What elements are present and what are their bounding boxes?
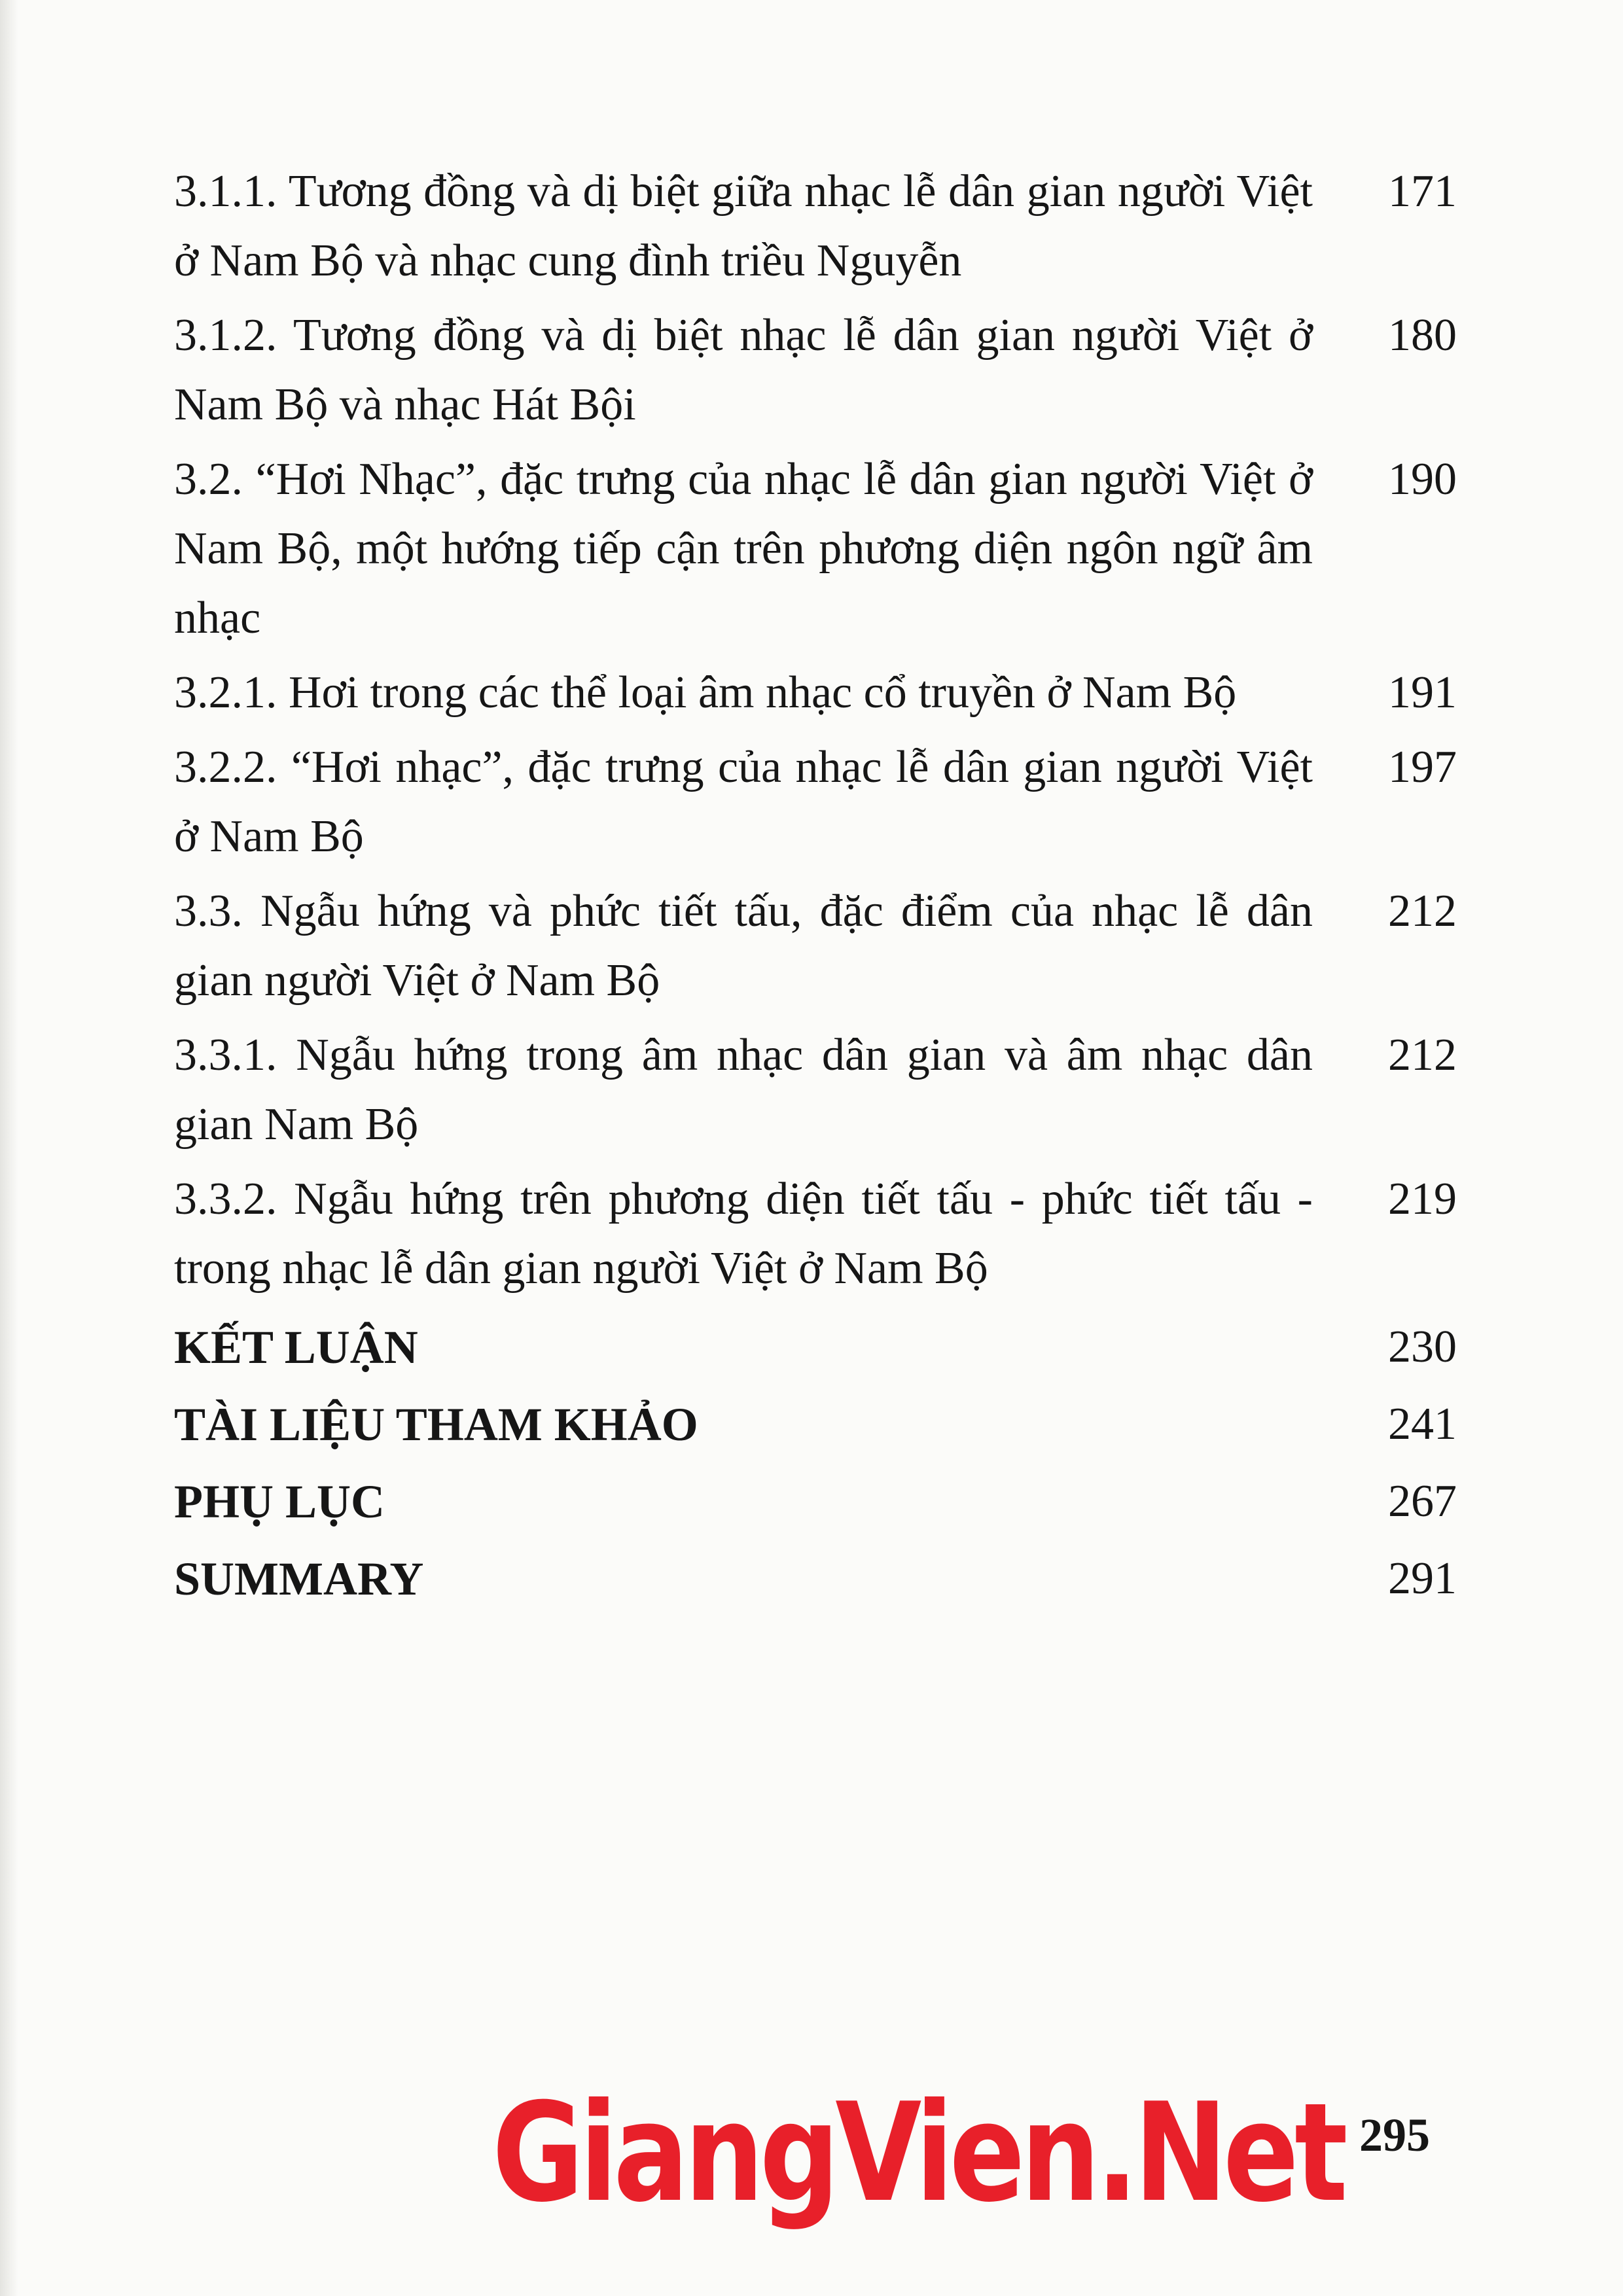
watermark-logo: GiangVien.Net bbox=[492, 2074, 1344, 2233]
page-number: 295 bbox=[1359, 2109, 1430, 2161]
toc-major-title: SUMMARY bbox=[174, 1553, 424, 1605]
toc-entry-phu-luc[interactable] bbox=[174, 1463, 1457, 1540]
toc-entry-3-3-2[interactable] bbox=[174, 1165, 1457, 1303]
toc-entry-page: 219 bbox=[1388, 1174, 1457, 1224]
toc-major-title: TÀI LIỆU THAM KHẢO bbox=[174, 1398, 698, 1451]
toc-entry-page: 291 bbox=[1388, 1553, 1457, 1604]
table-of-contents bbox=[174, 157, 1457, 1617]
toc-entry-title: 3.3.1. Ngẫu hứng trong âm nhạc dân gian và âm nhạc dân gian Nam Bộ bbox=[174, 1030, 1313, 1150]
toc-entry-3-2-2[interactable] bbox=[174, 733, 1457, 872]
toc-entry-3-2[interactable] bbox=[174, 445, 1457, 653]
toc-entry-page: 212 bbox=[1388, 886, 1457, 936]
toc-entry-page: 180 bbox=[1388, 310, 1457, 361]
toc-entry-3-3-1[interactable] bbox=[174, 1021, 1457, 1159]
toc-entry-title: 3.1.2. Tương đồng và dị biệt nhạc lễ dân gian người Việt ở Nam Bộ và nhạc Hát Bội bbox=[174, 310, 1313, 430]
toc-entry-ket-luan[interactable] bbox=[174, 1309, 1457, 1386]
toc-entry-title: 3.2.2. “Hơi nhạc”, đặc trưng của nhạc lễ dân gian người Việt ở Nam Bộ bbox=[174, 742, 1313, 862]
toc-entry-page: 190 bbox=[1388, 454, 1457, 504]
toc-entry-page: 171 bbox=[1388, 166, 1457, 217]
page-edge-shadow bbox=[0, 0, 18, 2296]
toc-entry-tai-lieu-tham-khao[interactable] bbox=[174, 1386, 1457, 1463]
toc-entry-title: 3.2. “Hơi Nhạc”, đặc trưng của nhạc lễ dân gian người Việt ở Nam Bộ, một hướng tiếp cận trên phương diện ngôn ngữ âm nhạc bbox=[174, 454, 1313, 643]
toc-entry-title: 3.3. Ngẫu hứng và phức tiết tấu, đặc điểm của nhạc lễ dân gian người Việt ở Nam Bộ bbox=[174, 886, 1313, 1006]
toc-entry-page: 230 bbox=[1388, 1322, 1457, 1372]
toc-entry-title: 3.3.2. Ngẫu hứng trên phương diện tiết tấu - phức tiết tấu - trong nhạc lễ dân gian người Việt ở Nam Bộ bbox=[174, 1174, 1313, 1294]
toc-entry-page: 267 bbox=[1388, 1476, 1457, 1527]
toc-entry-3-1-1[interactable] bbox=[174, 157, 1457, 296]
toc-major-title: KẾT LUẬN bbox=[174, 1321, 418, 1373]
toc-entry-3-3[interactable] bbox=[174, 877, 1457, 1016]
toc-entry-title: 3.2.1. Hơi trong các thể loại âm nhạc cổ truyền ở Nam Bộ bbox=[174, 667, 1237, 718]
toc-entry-3-1-2[interactable] bbox=[174, 301, 1457, 440]
toc-entry-page: 197 bbox=[1388, 742, 1457, 792]
toc-entry-page: 191 bbox=[1388, 667, 1457, 718]
toc-entry-page: 241 bbox=[1388, 1399, 1457, 1449]
toc-entry-title: 3.1.1. Tương đồng và dị biệt giữa nhạc lễ dân gian người Việt ở Nam Bộ và nhạc cung đình triều Nguyễn bbox=[174, 166, 1313, 286]
toc-major-title: PHỤ LỤC bbox=[174, 1475, 385, 1528]
toc-entry-summary[interactable] bbox=[174, 1540, 1457, 1617]
toc-entry-3-2-1[interactable] bbox=[174, 658, 1457, 728]
toc-entry-page: 212 bbox=[1388, 1030, 1457, 1080]
